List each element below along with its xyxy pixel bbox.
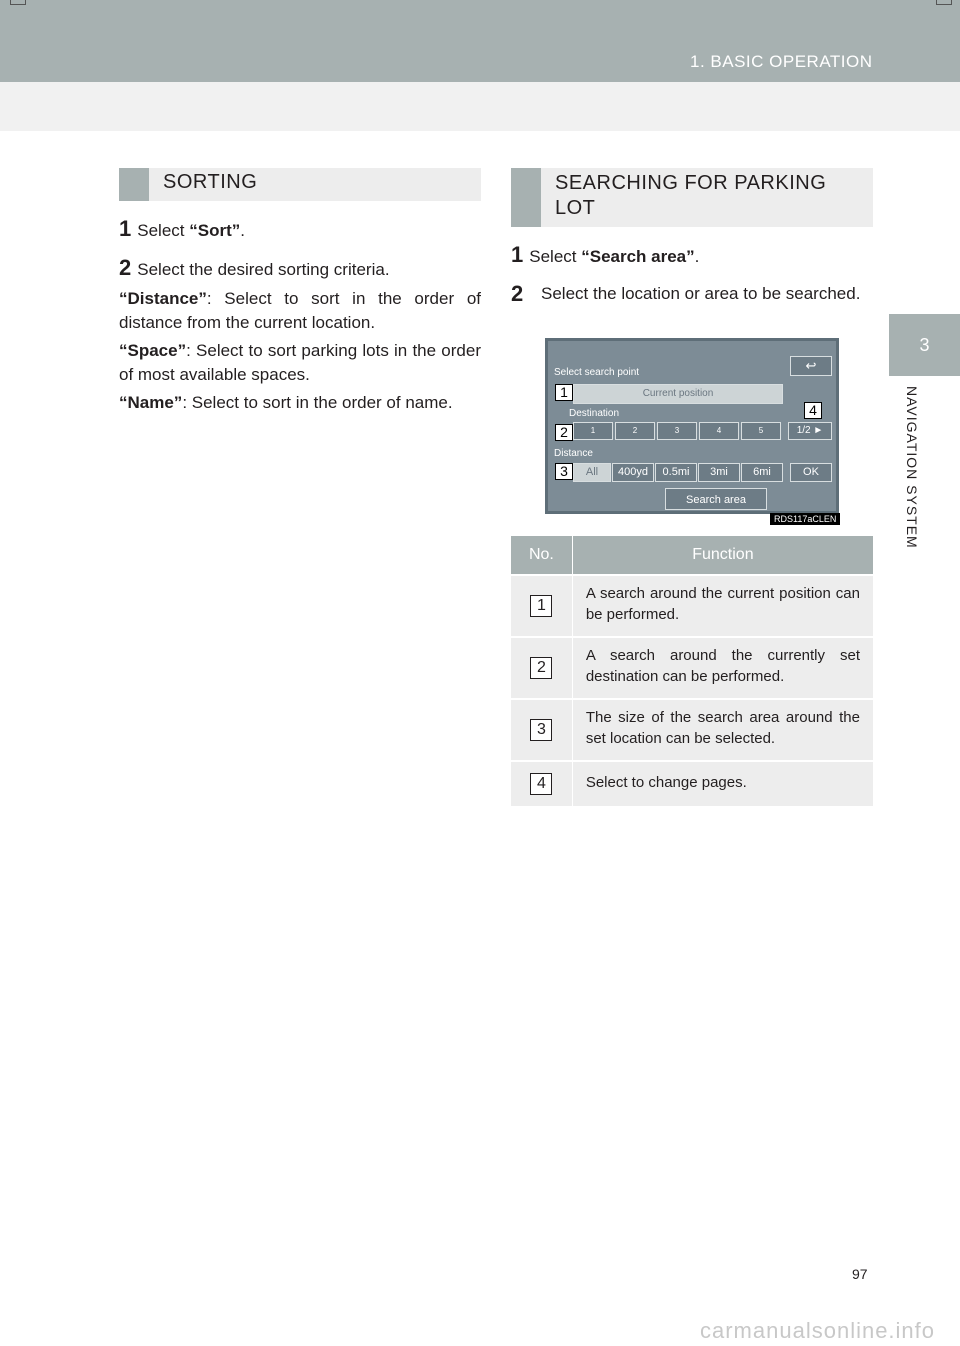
distance-05mi-button[interactable]: 0.5mi	[655, 463, 697, 482]
parking-step-1	[511, 242, 873, 270]
step-number: 1	[511, 242, 524, 267]
table-row	[511, 700, 873, 760]
item-desc: : Select to sort in the order of distance from the current location.	[119, 289, 481, 332]
sorting-item-distance	[119, 287, 481, 335]
parking-heading	[511, 168, 873, 227]
destination-button-2[interactable]: 2	[615, 422, 655, 440]
distance-label: Distance	[554, 448, 593, 459]
chapter-title: 1. BASIC OPERATION	[690, 52, 873, 71]
sorting-title: SORTING	[163, 171, 258, 193]
row-number-box: 2	[530, 657, 552, 679]
row-no	[511, 700, 572, 760]
distance-3mi-button[interactable]: 3mi	[698, 463, 740, 482]
step-number: 1	[119, 216, 132, 241]
sorting-item-name	[119, 391, 481, 415]
distance-400yd-button[interactable]: 400yd	[612, 463, 654, 482]
current-position-button[interactable]: Current position	[573, 384, 783, 404]
back-button[interactable]	[790, 356, 832, 376]
function-table	[511, 536, 873, 806]
crop-mark	[10, 0, 26, 5]
screen-title: Select search point	[554, 367, 640, 378]
search-area-button[interactable]: Search area	[665, 488, 767, 510]
item-term: “Distance”	[119, 289, 207, 308]
destination-button-3[interactable]: 3	[657, 422, 697, 440]
step-text-end: .	[240, 221, 245, 240]
item-term: “Name”	[119, 393, 183, 412]
destination-button-5[interactable]: 5	[741, 422, 781, 440]
step-text: Select the location or area to be searched.	[541, 284, 861, 303]
step-keyword: “Sort”	[189, 221, 241, 240]
figure-code: RDS117aCLEN	[770, 513, 840, 525]
step-text: Select	[529, 247, 582, 266]
row-no	[511, 762, 572, 806]
step-text: Select the desired sorting criteria.	[137, 260, 390, 279]
heading-marker	[511, 168, 541, 227]
row-function: The size of the search area around the set location can be selected.	[573, 700, 873, 760]
row-number-box: 4	[530, 773, 552, 795]
row-no	[511, 576, 572, 636]
distance-6mi-button[interactable]: 6mi	[741, 463, 783, 482]
destination-button-1[interactable]: 1	[573, 422, 613, 440]
table-row	[511, 638, 873, 698]
table-row	[511, 762, 873, 806]
step-text-end: .	[694, 247, 700, 266]
sorting-heading	[119, 168, 481, 201]
crop-mark	[936, 0, 952, 5]
item-desc: : Select to sort in the order of name.	[182, 393, 453, 412]
row-function: A search around the current position can be performed.	[573, 576, 873, 636]
row-no	[511, 638, 572, 698]
row-function: A search around the currently set destination can be performed.	[573, 638, 873, 698]
callout-3: 3	[555, 463, 573, 480]
sorting-step-1	[119, 216, 481, 244]
header-function: Function	[573, 536, 873, 574]
page-button[interactable]: 1/2 ►	[788, 422, 832, 440]
distance-all-button[interactable]: All	[573, 463, 611, 482]
site-watermark: carmanualsonline.info	[700, 1318, 936, 1343]
heading-marker	[119, 168, 149, 201]
destination-label: Destination	[569, 408, 620, 419]
destination-button-4[interactable]: 4	[699, 422, 739, 440]
chapter-tab-label: NAVIGATION SYSTEM	[904, 386, 920, 549]
callout-1: 1	[555, 384, 573, 401]
header-strip	[0, 82, 960, 131]
callout-2: 2	[555, 424, 573, 441]
return-arrow-icon: ↩	[805, 358, 817, 373]
nav-screen	[545, 338, 839, 514]
table-header	[511, 536, 873, 574]
parking-step-2	[511, 281, 873, 307]
item-desc: : Select to sort parking lots in the order of most available spaces.	[119, 341, 481, 384]
sorting-item-space	[119, 339, 481, 387]
page-number: 97	[852, 1266, 868, 1282]
step-keyword: “Search area”	[581, 247, 695, 266]
step-number: 2	[511, 281, 524, 306]
parking-title: SEARCHING FOR PARKING LOT	[555, 172, 827, 219]
step-number: 2	[119, 255, 132, 280]
row-number-box: 3	[530, 719, 552, 741]
item-term: “Space”	[119, 341, 187, 360]
chapter-tab-number: 3	[889, 314, 960, 376]
row-function: Select to change pages.	[573, 762, 873, 806]
sorting-step-2	[119, 255, 481, 283]
step-text: Select	[137, 221, 190, 240]
table-row	[511, 576, 873, 636]
row-number-box: 1	[530, 595, 552, 617]
header-no: No.	[511, 536, 572, 574]
ok-button[interactable]: OK	[790, 463, 832, 482]
callout-4: 4	[804, 402, 822, 419]
